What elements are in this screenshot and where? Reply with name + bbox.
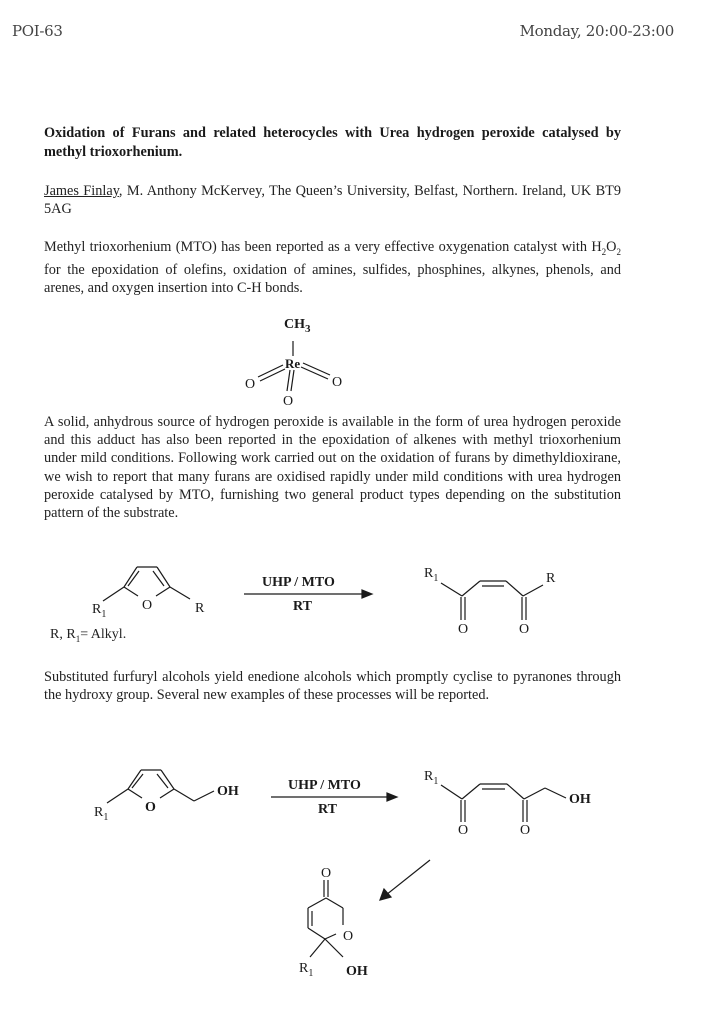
pyranone-ring-oxygen: O xyxy=(343,929,354,944)
enedione2-oh-label: OH xyxy=(569,792,591,807)
pyranone-oh-label: OH xyxy=(346,964,368,979)
formula-sub-2: 2 xyxy=(616,246,621,257)
enedione1-r-label: R xyxy=(546,571,556,586)
pyranone-carbonyl-oxygen: O xyxy=(321,866,332,881)
note-sub: 1 xyxy=(75,633,81,644)
furan1-r-label: R xyxy=(195,601,205,616)
enedione1-oxygen-left: O xyxy=(458,622,469,637)
poster-code: POI-63 xyxy=(12,22,63,40)
pyranone xyxy=(308,880,343,957)
enedione2-oxygen-left: O xyxy=(458,823,469,838)
formula-sub-1: 2 xyxy=(601,246,607,257)
cyclisation-arrow-head xyxy=(380,889,391,900)
presenting-author: James Finlay xyxy=(44,183,119,199)
paragraph-furfuryl: Substituted furfuryl alcohols yield enedione alcohols which promptly cyclise to pyranones through the hydroxy group. Several new examples of these processes will be reported. xyxy=(44,669,621,704)
pyranone-r1-label: $R_1$ xyxy=(299,961,314,979)
scheme1-conditions: RT xyxy=(293,599,312,614)
re-o-double-bond-left-b xyxy=(260,369,285,381)
mto-oxygen-left: O xyxy=(245,377,256,392)
enedione2-r1-label: $R_1$ xyxy=(424,769,439,787)
enedione-alcohol xyxy=(441,784,566,822)
p1-text-before: Methyl trioxorhenium (MTO) has been reported as a very effective oxygenation catalyst with xyxy=(44,239,592,255)
furan1-r1-label: $R_1$ xyxy=(92,602,107,620)
paragraph-uhp: A solid, anhydrous source of hydrogen peroxide is available in the form of urea hydrogen peroxide and this adduct has also been reported in the epoxidation of alkenes with methyl trioxorhenium under mild conditions. Following work carried out on the oxidation of furans by dimethyldioxirane, we wish to report that many furans are oxidised rapidly under mild conditions with urea hydrogen peroxide catalysed by MTO, furnishing two general product types depending on the substitution pattern of the substrate. xyxy=(44,414,621,522)
scheme2-reagents: UHP / MTO xyxy=(288,778,361,793)
re-o-double-bond-right-b xyxy=(301,367,328,379)
note-prefix: R, R xyxy=(50,627,76,642)
reaction-arrow-1-head xyxy=(362,590,372,598)
furfuryl-r1-label: $R_1$ xyxy=(94,805,109,823)
mto-methyl-label: $CH_3$ xyxy=(284,317,311,335)
re-o-double-bond-bottom-b xyxy=(291,370,294,391)
mto-oxygen-right: O xyxy=(332,375,343,390)
authors-rest: , M. Anthony McKervey, The Queen’s University, Belfast, Northern. Ireland, UK BT9 5AG xyxy=(44,183,622,218)
re-o-double-bond-left-a xyxy=(258,365,283,377)
formula-o: O xyxy=(606,239,617,255)
furfuryl-ring-oxygen: O xyxy=(145,800,156,815)
session-schedule: Monday, 20:00-23:00 xyxy=(519,22,674,40)
enedione1-r1-label: $R_1$ xyxy=(424,566,439,584)
abstract-title: Oxidation of Furans and related heterocycles with Urea hydrogen peroxide catalysed by methyl trioxorhenium. xyxy=(44,125,621,160)
mto-rhenium-label: Re xyxy=(285,356,301,371)
reaction-arrow-2-head xyxy=(387,793,397,801)
formula-h: H xyxy=(591,239,602,255)
p1-text-after: for the epoxidation of olefins, oxidation of amines, sulfides, phosphines, alkynes, phenols, and arenes, and oxygen insertion into C-H bonds. xyxy=(44,262,621,297)
cyclisation-arrow-shaft xyxy=(386,860,430,895)
mto-oxygen-bottom: O xyxy=(283,394,294,409)
re-o-double-bond-bottom-a xyxy=(287,370,290,391)
scheme1-reagents: UHP / MTO xyxy=(262,575,335,590)
scheme2-conditions: RT xyxy=(318,802,337,817)
note-suffix: = Alkyl. xyxy=(80,627,127,642)
furfuryl-oh-label: OH xyxy=(217,784,239,799)
re-o-double-bond-right-a xyxy=(303,363,330,375)
furan1-ring-oxygen: O xyxy=(142,598,153,613)
furfuryl-alcohol xyxy=(107,770,214,803)
enedione2-oxygen-right: O xyxy=(520,823,531,838)
furan-1 xyxy=(103,567,190,601)
enedione1-oxygen-right: O xyxy=(519,622,530,637)
enedione-1 xyxy=(441,581,543,620)
